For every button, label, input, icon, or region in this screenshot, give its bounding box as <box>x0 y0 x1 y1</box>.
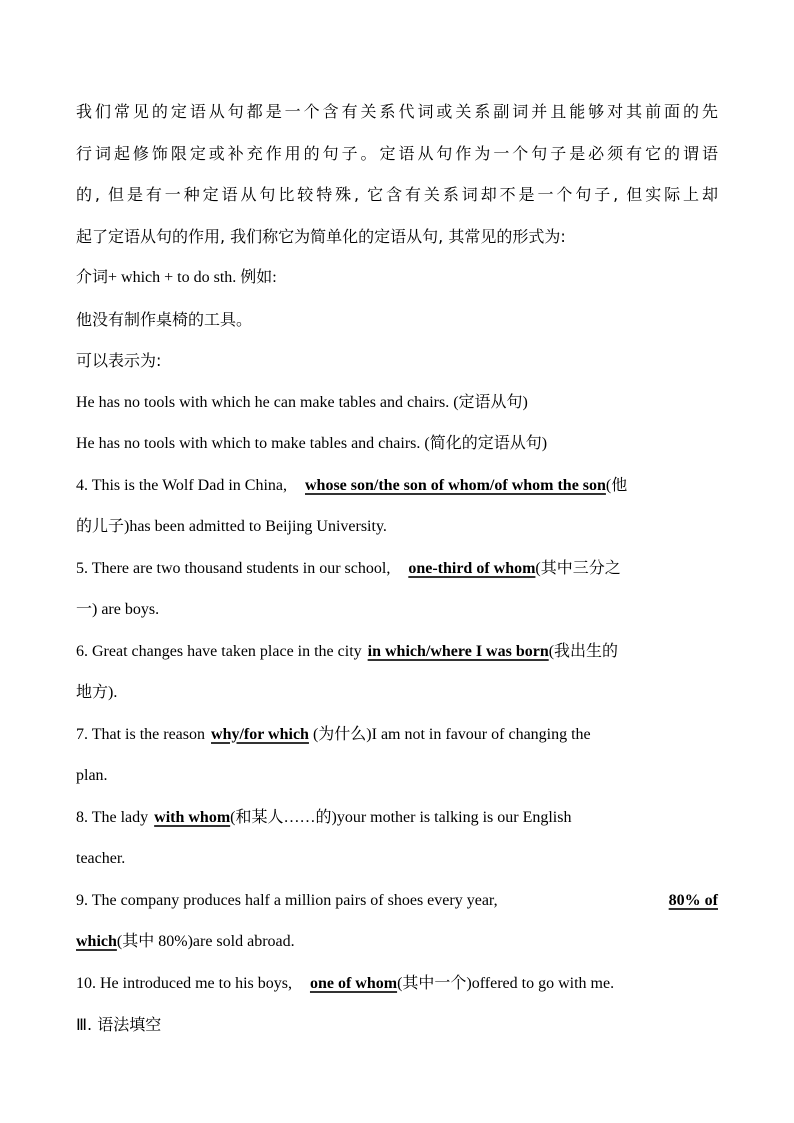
item-9-answer-part-2: which <box>76 933 117 950</box>
item-5-text: 5. There are two thousand students in our school, <box>76 559 391 577</box>
item-7-line-2: plan. <box>76 767 108 784</box>
item-8-line-2: teacher. <box>76 850 126 867</box>
section-heading: Ⅲ. 语法填空 <box>76 1015 162 1034</box>
item-8-gloss: (和某人……的)your mother is talking is our English <box>230 808 572 826</box>
example-english-1: He has no tools with which he can make tables and chairs. (定语从句) <box>76 393 528 411</box>
example-chinese: 他没有制作桌椅的工具。 <box>76 309 253 329</box>
item-7-text: 7. That is the reason <box>76 725 206 743</box>
item-4-text: 4. This is the Wolf Dad in China, <box>76 476 287 494</box>
item-9-gloss: (其中 80%)are sold abroad. <box>116 933 295 950</box>
intro-line-4: 起了定语从句的作用, 我们称它为简单化的定语从句, 其常见的形式为: <box>76 226 566 246</box>
item-4-line-1 <box>76 472 718 514</box>
item-5-line-2: 一) are boys. <box>76 601 160 618</box>
item-6-answer: in which/where I was born <box>367 642 549 660</box>
item-8-line-1 <box>76 804 718 846</box>
item-9-line-2 <box>76 928 718 970</box>
item-9-line-1 <box>76 887 718 929</box>
can-express-label: 可以表示为: <box>76 351 162 370</box>
item-9-answer-part-1: 80% of <box>668 891 718 909</box>
example-english-2: He has no tools with which to make tables and chairs. (简化的定语从句) <box>76 435 548 452</box>
item-4-gloss: (他 <box>605 476 628 494</box>
intro-line-1: 我们常见的定语从句都是一个含有关系代词或关系副词并且能够对其前面的先 <box>76 102 718 121</box>
item-4-answer: whose son/the son of whom/of whom the son <box>305 476 606 494</box>
item-8-answer: with whom <box>154 808 231 826</box>
item-10-line-1 <box>76 970 718 1012</box>
formula-line: 介词+ which + to do sth. 例如: <box>76 269 277 286</box>
item-9-text: 9. The company produces half a million pairs of shoes every year, <box>76 891 498 909</box>
item-6-gloss: (我出生的 <box>548 642 619 660</box>
item-5-line-1 <box>76 555 718 597</box>
item-10-answer: one of whom <box>309 974 398 992</box>
item-8-text: 8. The lady <box>76 808 149 826</box>
item-7-answer: why/for which <box>211 725 309 743</box>
item-4-line-2: 的儿子)has been admitted to Beijing University. <box>76 518 387 535</box>
item-7-line-1 <box>76 721 718 763</box>
item-10-gloss: (其中一个)offered to go with me. <box>397 974 615 992</box>
item-5-answer: one-third of whom <box>408 559 536 577</box>
intro-line-2: 行词起修饰限定或补充作用的句子。定语从句作为一个句子是必须有它的谓语 <box>76 143 718 163</box>
item-6-line-1 <box>76 638 718 680</box>
item-10-text: 10. He introduced me to his boys, <box>76 974 292 992</box>
item-5-gloss: (其中三分之 <box>535 559 621 577</box>
item-6-line-2: 地方). <box>76 684 118 701</box>
item-7-gloss: (为什么)I am not in favour of changing the <box>308 725 591 743</box>
intro-line-3: 的, 但是有一种定语从句比较特殊, 它含有关系词却不是一个句子, 但实际上却 <box>76 185 718 204</box>
item-6-text: 6. Great changes have taken place in the city <box>76 642 362 660</box>
document-page <box>76 98 718 1053</box>
